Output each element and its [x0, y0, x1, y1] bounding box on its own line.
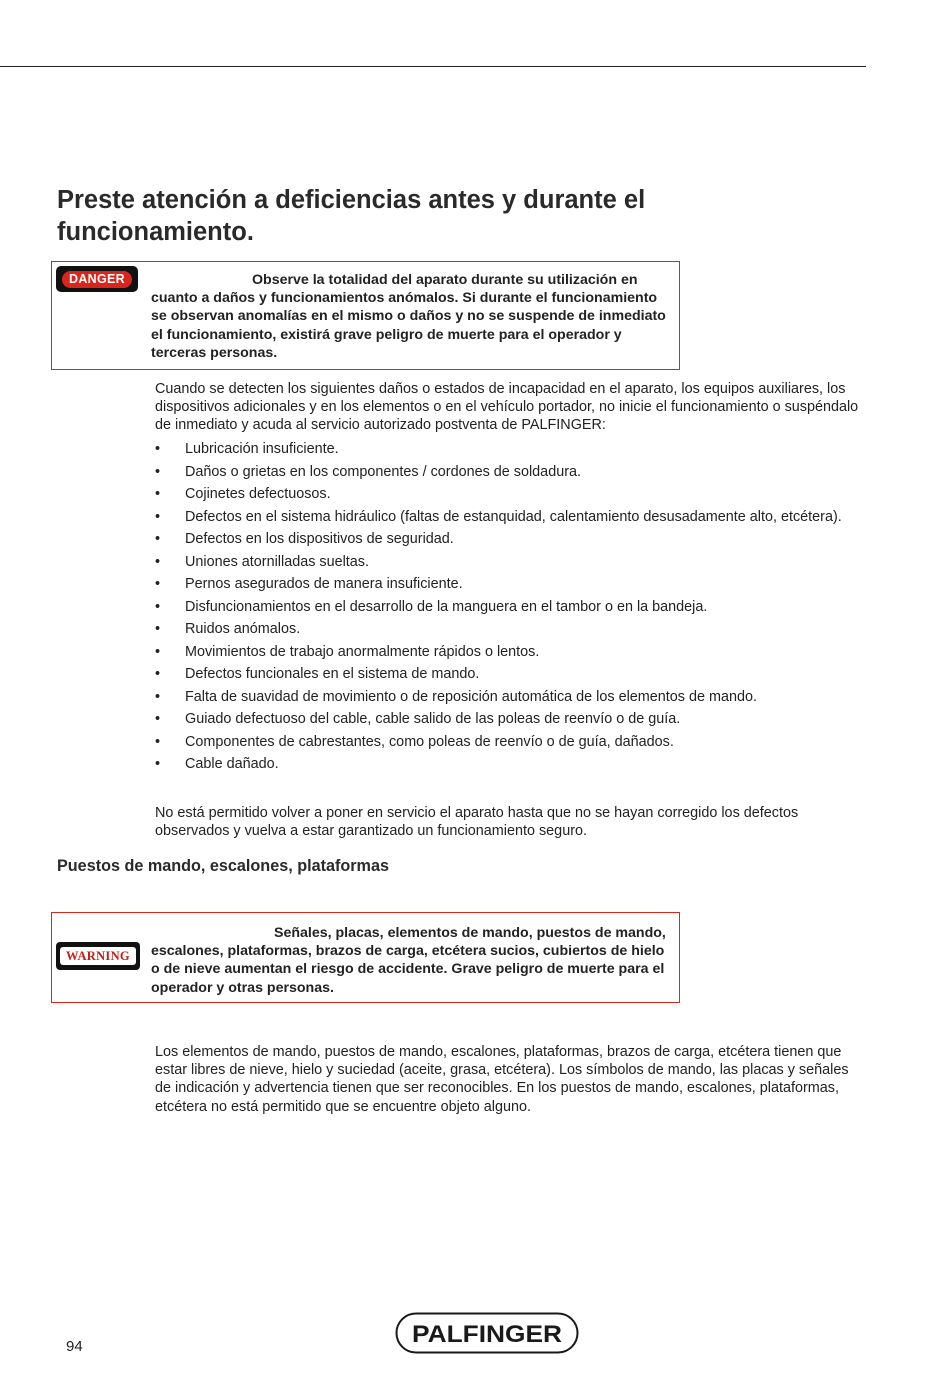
- list-item: [155, 485, 855, 503]
- list-item: [155, 440, 855, 458]
- section-heading: Puestos de mando, escalones, plataformas: [57, 857, 389, 875]
- list-item-text: Disfuncionamientos en el desarrollo de la manguera en el tambor o en la bandeja.: [185, 598, 708, 615]
- warning-alert-text: Señales, placas, elementos de mando, puestos de mando, escalones, plataformas, brazos de carga, etcétera sucios, cubiertos de hielo o de nieve aumentan el riesgo de accidente. Grave peligro de muerte para el operador y otras personas.: [151, 925, 666, 996]
- defect-list: [155, 440, 855, 778]
- bullet-icon: •: [155, 643, 161, 660]
- bullet-icon: •: [155, 756, 161, 772]
- bullet-icon: •: [155, 486, 161, 502]
- list-item: [155, 620, 855, 638]
- bullet-icon: •: [155, 666, 161, 682]
- danger-alert-box: [51, 261, 680, 370]
- list-item-text: Ruidos anómalos.: [185, 621, 301, 637]
- logo-text: PALFINGER: [412, 1321, 562, 1348]
- outro-paragraph: No está permitido volver a poner en servicio el aparato hasta que no se hayan corregido los defectos observados y vuelva a estar garantizado un funcionamiento seguro.: [155, 805, 799, 840]
- header-rule: [0, 66, 866, 67]
- bullet-icon: •: [155, 688, 161, 705]
- list-item: [155, 733, 855, 751]
- bullet-icon: •: [155, 553, 161, 570]
- list-item-text: Movimientos de trabajo anormalmente rápidos o lentos.: [185, 643, 540, 660]
- list-item: [155, 508, 855, 526]
- bullet-icon: •: [155, 463, 161, 480]
- bullet-icon: •: [155, 531, 161, 547]
- list-item-text: Cojinetes defectuosos.: [185, 486, 331, 502]
- bullet-icon: •: [155, 576, 161, 592]
- intro-paragraph: Cuando se detecten los siguientes daños o estados de incapacidad en el aparato, los equipos auxiliares, los dispositivos adicionales y en los elementos o en el vehículo portador, no inicie el funcionamiento o suspéndalo de inmediato y acuda al servicio autorizado postventa de PALFINGER:: [155, 381, 859, 434]
- list-item-text: Cable dañado.: [185, 756, 279, 772]
- list-item-text: Pernos asegurados de manera insuficiente.: [185, 576, 463, 592]
- bullet-icon: •: [155, 621, 161, 637]
- list-item-text: Guiado defectuoso del cable, cable salido de las poleas de reenvío o de guía.: [185, 711, 681, 727]
- list-item: [155, 553, 855, 571]
- bullet-icon: •: [155, 598, 161, 615]
- danger-alert-text: Observe la totalidad del aparato durante su utilización en cuanto a daños y funcionamientos anómalos. Si durante el funcionamiento se observan anomalías en el mismo o daños y no se suspende de inmediato el funcionamiento, existirá grave peligro de muerte para el operador y terceras personas.: [151, 272, 666, 361]
- bullet-icon: •: [155, 733, 161, 750]
- list-item: [155, 598, 855, 616]
- page-title: Preste atención a deficiencias antes y durante el funcionamiento.: [57, 186, 646, 246]
- danger-badge: [56, 266, 138, 292]
- list-item-text: Defectos funcionales en el sistema de mando.: [185, 666, 480, 682]
- warning-badge: [56, 942, 140, 970]
- list-item-text: Daños o grietas en los componentes / cordones de soldadura.: [185, 463, 581, 480]
- palfinger-logo: [395, 1312, 579, 1354]
- controls-paragraph: Los elementos de mando, puestos de mando, escalones, plataformas, brazos de carga, etcétera tienen que estar libres de nieve, hielo y suciedad (aceite, grasa, etcétera). Los símbolos de mando, las placas y señales de indicación y advertencia tienen que ser reconocibles. En los puestos de mando, escalones, plataformas, etcétera no está permitido que se encuentre objeto alguno.: [155, 1044, 849, 1115]
- warning-alert-box: [51, 912, 680, 1003]
- list-item: [155, 643, 855, 661]
- danger-badge-label: DANGER: [62, 271, 132, 288]
- list-item: [155, 530, 855, 548]
- list-item: [155, 665, 855, 683]
- list-item: [155, 688, 855, 706]
- list-item-text: Defectos en los dispositivos de seguridad.: [185, 531, 454, 547]
- page-number: 94: [66, 1338, 83, 1355]
- list-item-text: Defectos en el sistema hidráulico (faltas de estanquidad, calentamiento desusadamente alto, etcétera).: [185, 508, 842, 525]
- list-item: [155, 575, 855, 593]
- warning-badge-label: WARNING: [60, 947, 136, 965]
- bullet-icon: •: [155, 441, 161, 457]
- list-item: [155, 463, 855, 481]
- list-item-text: Falta de suavidad de movimiento o de reposición automática de los elementos de mando.: [185, 688, 757, 705]
- list-item: [155, 755, 855, 773]
- bullet-icon: •: [155, 711, 161, 727]
- list-item-text: Lubricación insuficiente.: [185, 441, 339, 457]
- bullet-icon: •: [155, 508, 161, 525]
- list-item-text: Componentes de cabrestantes, como poleas de reenvío o de guía, dañados.: [185, 733, 674, 750]
- list-item-text: Uniones atornilladas sueltas.: [185, 553, 369, 570]
- list-item: [155, 710, 855, 728]
